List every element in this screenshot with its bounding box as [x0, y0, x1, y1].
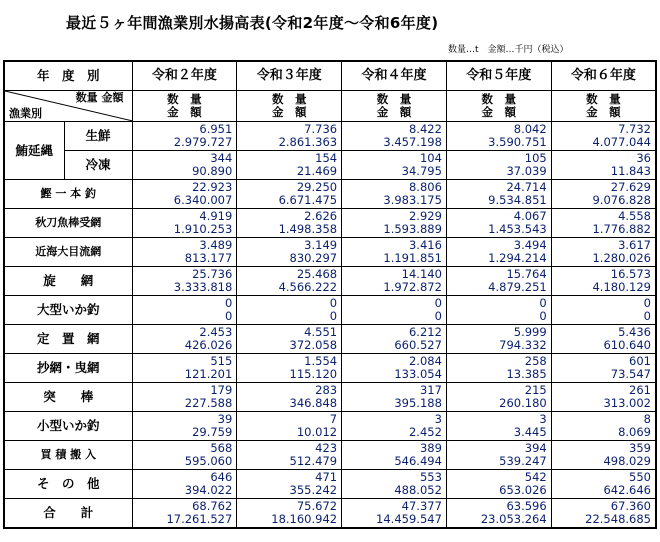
value-cell — [446, 325, 551, 354]
quantity-value: 24.714 — [506, 180, 547, 194]
amount-value: 539.247 — [499, 454, 547, 468]
quantity-value: 344 — [210, 151, 233, 165]
amount-value: 73.547 — [610, 367, 651, 381]
quantity-value: 423 — [315, 441, 338, 455]
year-header: 令和６年度 — [551, 61, 656, 91]
value-cell — [342, 354, 447, 383]
value-cell — [551, 325, 656, 354]
quantity-value: 25.736 — [192, 267, 233, 281]
tuna-group-label: 鮪延縄 — [4, 122, 64, 180]
quantity-value: 5.999 — [513, 325, 547, 339]
value-cell — [237, 122, 342, 151]
value-cell — [551, 238, 656, 267]
value-cell — [446, 412, 551, 441]
sub-header: 数 量 金 額 — [551, 91, 656, 122]
value-cell — [551, 151, 656, 180]
value-cell — [132, 325, 237, 354]
quantity-value: 258 — [524, 354, 547, 368]
row-label: 近海大目流網 — [4, 238, 132, 267]
amount-value: 355.242 — [289, 483, 338, 497]
table-row — [4, 180, 656, 209]
value-cell — [446, 122, 551, 151]
quantity-value: 3.617 — [618, 238, 651, 252]
value-cell — [551, 470, 656, 499]
value-cell — [132, 470, 237, 499]
amount-value: 488.052 — [394, 483, 442, 497]
amount-value: 395.188 — [394, 396, 442, 410]
quantity-value: 2.626 — [304, 209, 338, 223]
quantity-value: 68.762 — [192, 499, 233, 513]
value-cell — [132, 354, 237, 383]
amount-value: 29.759 — [192, 425, 233, 439]
amount-value: 6.671.475 — [278, 193, 338, 207]
quantity-value: 14.140 — [401, 267, 442, 281]
amount-value: 18.160.942 — [271, 512, 338, 526]
corner-bottom-label: 漁業別 — [9, 107, 42, 120]
amount-value: 34.795 — [401, 164, 442, 178]
value-cell — [237, 267, 342, 296]
quantity-value: 8.042 — [513, 122, 547, 136]
value-cell — [446, 151, 551, 180]
amount-value: 1.776.882 — [592, 222, 651, 236]
value-cell — [551, 122, 656, 151]
amount-value: 13.385 — [506, 367, 547, 381]
value-cell — [342, 180, 447, 209]
amount-value: 3.983.175 — [383, 193, 442, 207]
quantity-value: 8 — [643, 412, 651, 426]
corner-top-label: 数量 金額 — [75, 91, 124, 104]
table-row — [4, 325, 656, 354]
quantity-value: 542 — [524, 470, 547, 484]
quantity-value: 359 — [629, 441, 651, 455]
amount-value: 6.340.007 — [173, 193, 233, 207]
value-cell — [551, 354, 656, 383]
amount-value: 2.452 — [408, 425, 442, 439]
units-note: 数量…t 金額…千円（税込） — [448, 45, 569, 55]
quantity-value: 4.558 — [618, 209, 651, 223]
quantity-value: 646 — [210, 470, 233, 484]
amount-value: 14.459.547 — [376, 512, 442, 526]
value-cell — [446, 354, 551, 383]
quantity-value: 283 — [315, 383, 338, 397]
row-label: 小型いか釣 — [4, 412, 132, 441]
amount-value: 546.494 — [394, 454, 442, 468]
amount-value: 3.590.751 — [488, 135, 547, 149]
amount-value: 313.002 — [603, 396, 651, 410]
amount-value: 3.333.818 — [173, 280, 233, 294]
quantity-value: 6.951 — [199, 122, 233, 136]
quantity-value: 2.453 — [199, 325, 233, 339]
amount-value: 23.053.264 — [480, 512, 547, 526]
value-cell — [342, 383, 447, 412]
value-cell — [446, 383, 551, 412]
quantity-value: 4.551 — [304, 325, 338, 339]
table-row — [4, 470, 656, 499]
value-cell — [132, 499, 237, 529]
amount-value: 610.640 — [603, 338, 651, 352]
amount-value: 17.261.527 — [166, 512, 233, 526]
value-cell — [132, 151, 237, 180]
quantity-value: 261 — [629, 383, 651, 397]
catch-table — [3, 60, 657, 529]
quantity-value: 0 — [643, 296, 651, 310]
year-header: 令和４年度 — [342, 61, 447, 91]
amount-value: 3.445 — [513, 425, 547, 439]
value-cell — [237, 180, 342, 209]
quantity-value: 39 — [217, 412, 233, 426]
sub-header: 数 量 金 額 — [132, 91, 237, 122]
quantity-value: 471 — [315, 470, 338, 484]
quantity-value: 8.422 — [408, 122, 442, 136]
amount-value: 2.861.363 — [278, 135, 338, 149]
row-label: 大型いか釣 — [4, 296, 132, 325]
value-cell — [446, 209, 551, 238]
row-label: 抄網・曳網 — [4, 354, 132, 383]
quantity-value: 105 — [524, 151, 547, 165]
quantity-value: 4.067 — [513, 209, 547, 223]
quantity-value: 67.360 — [610, 499, 651, 513]
corner-cell — [4, 91, 132, 122]
quantity-value: 568 — [210, 441, 233, 455]
value-cell — [132, 238, 237, 267]
year-header: 令和５年度 — [446, 61, 551, 91]
sub-header: 数 量 金 額 — [342, 91, 447, 122]
quantity-value: 6.212 — [408, 325, 442, 339]
value-cell — [237, 470, 342, 499]
amount-value: 595.060 — [184, 454, 233, 468]
amount-value: 1.453.543 — [488, 222, 547, 236]
amount-value: 1.280.026 — [592, 251, 651, 265]
value-cell — [237, 499, 342, 529]
value-cell — [446, 296, 551, 325]
table-row — [4, 296, 656, 325]
amount-value: 1.910.253 — [173, 222, 233, 236]
value-cell — [551, 499, 656, 529]
quantity-value: 36 — [636, 151, 651, 165]
quantity-value: 16.573 — [610, 267, 651, 281]
header-row-sub — [4, 91, 656, 122]
amount-value: 830.297 — [289, 251, 338, 265]
quantity-value: 317 — [419, 383, 442, 397]
quantity-value: 179 — [210, 383, 233, 397]
value-cell — [551, 383, 656, 412]
value-cell — [551, 412, 656, 441]
quantity-value: 0 — [539, 296, 547, 310]
row-label: 合 計 — [4, 499, 132, 529]
quantity-value: 104 — [419, 151, 442, 165]
value-cell — [132, 412, 237, 441]
row-label: 生鮮 — [64, 122, 132, 151]
quantity-value: 389 — [419, 441, 442, 455]
quantity-value: 3.149 — [304, 238, 338, 252]
amount-value: 1.593.889 — [383, 222, 442, 236]
table-row — [4, 499, 656, 529]
amount-value: 22.548.685 — [585, 512, 651, 526]
amount-value: 512.479 — [289, 454, 338, 468]
value-cell — [342, 470, 447, 499]
value-cell — [342, 499, 447, 529]
quantity-value: 0 — [434, 296, 442, 310]
value-cell — [132, 122, 237, 151]
amount-value: 8.069 — [618, 425, 651, 439]
quantity-value: 25.468 — [296, 267, 338, 281]
value-cell — [237, 238, 342, 267]
amount-value: 0 — [643, 309, 651, 323]
value-cell — [342, 296, 447, 325]
quantity-value: 550 — [629, 470, 651, 484]
amount-value: 4.180.129 — [592, 280, 651, 294]
amount-value: 9.534.851 — [488, 193, 547, 207]
value-cell — [132, 267, 237, 296]
value-cell — [237, 209, 342, 238]
amount-value: 4.566.222 — [278, 280, 338, 294]
value-cell — [132, 383, 237, 412]
amount-value: 498.029 — [603, 454, 651, 468]
amount-value: 1.294.214 — [488, 251, 547, 265]
value-cell — [132, 441, 237, 470]
table-row — [4, 412, 656, 441]
value-cell — [551, 180, 656, 209]
row-label: 買 積 搬 入 — [4, 441, 132, 470]
value-cell — [342, 151, 447, 180]
sub-header: 数 量 金 額 — [446, 91, 551, 122]
value-cell — [446, 238, 551, 267]
quantity-value: 7.732 — [618, 122, 651, 136]
quantity-value: 515 — [210, 354, 233, 368]
value-cell — [446, 499, 551, 529]
quantity-value: 29.250 — [296, 180, 338, 194]
value-cell — [237, 151, 342, 180]
amount-value: 4.879.251 — [488, 280, 547, 294]
value-cell — [237, 296, 342, 325]
table-row — [4, 441, 656, 470]
table-row — [4, 238, 656, 267]
amount-value: 0 — [224, 309, 233, 323]
value-cell — [237, 354, 342, 383]
row-label: 突 棒 — [4, 383, 132, 412]
year-header: 令和３年度 — [237, 61, 342, 91]
quantity-value: 601 — [629, 354, 651, 368]
quantity-value: 0 — [224, 296, 233, 310]
quantity-value: 3.416 — [408, 238, 442, 252]
amount-value: 794.332 — [499, 338, 547, 352]
row-label: 秋刀魚棒受網 — [4, 209, 132, 238]
quantity-value: 553 — [419, 470, 442, 484]
value-cell — [551, 441, 656, 470]
value-cell — [132, 296, 237, 325]
value-cell — [237, 412, 342, 441]
amount-value: 0 — [434, 309, 442, 323]
quantity-value: 3 — [539, 412, 547, 426]
amount-value: 813.177 — [184, 251, 233, 265]
header-row-years — [4, 61, 656, 91]
amount-value: 3.457.198 — [383, 135, 442, 149]
value-cell — [342, 238, 447, 267]
amount-value: 0 — [539, 309, 547, 323]
quantity-value: 75.672 — [296, 499, 338, 513]
quantity-value: 8.806 — [408, 180, 442, 194]
row-label: 冷凍 — [64, 151, 132, 180]
amount-value: 4.077.044 — [592, 135, 651, 149]
row-label: 定 置 網 — [4, 325, 132, 354]
amount-value: 10.012 — [296, 425, 338, 439]
amount-value: 37.039 — [506, 164, 547, 178]
quantity-value: 3 — [434, 412, 442, 426]
value-cell — [342, 325, 447, 354]
amount-value: 1.191.851 — [383, 251, 442, 265]
page-title: 最近５ヶ年間漁業別水揚高表(令和2年度～令和6年度) — [66, 14, 439, 32]
quantity-value: 154 — [315, 151, 338, 165]
value-cell — [551, 296, 656, 325]
value-cell — [342, 267, 447, 296]
table-row — [4, 383, 656, 412]
quantity-value: 7 — [329, 412, 338, 426]
quantity-value: 3.489 — [199, 238, 233, 252]
amount-value: 0 — [329, 309, 338, 323]
quantity-value: 7.736 — [304, 122, 338, 136]
table-row — [4, 151, 656, 180]
amount-value: 21.469 — [296, 164, 338, 178]
table-row — [4, 122, 656, 151]
quantity-value: 5.436 — [618, 325, 651, 339]
row-label: そ の 他 — [4, 470, 132, 499]
amount-value: 1.498.358 — [278, 222, 338, 236]
quantity-value: 63.596 — [506, 499, 547, 513]
value-cell — [132, 209, 237, 238]
amount-value: 133.054 — [394, 367, 442, 381]
value-cell — [446, 470, 551, 499]
value-cell — [237, 383, 342, 412]
row-label: 鰹 一 本 釣 — [4, 180, 132, 209]
amount-value: 9.076.828 — [592, 193, 651, 207]
table-row — [4, 354, 656, 383]
amount-value: 653.026 — [499, 483, 547, 497]
amount-value: 1.972.872 — [383, 280, 442, 294]
quantity-value: 2.084 — [408, 354, 442, 368]
sub-header: 数 量 金 額 — [237, 91, 342, 122]
value-cell — [342, 122, 447, 151]
value-cell — [237, 325, 342, 354]
value-cell — [237, 441, 342, 470]
quantity-value: 3.494 — [513, 238, 547, 252]
amount-value: 227.588 — [184, 396, 233, 410]
value-cell — [342, 441, 447, 470]
year-header: 令和２年度 — [132, 61, 237, 91]
amount-value: 2.979.727 — [173, 135, 233, 149]
value-cell — [446, 267, 551, 296]
amount-value: 11.843 — [610, 164, 651, 178]
amount-value: 642.646 — [603, 483, 651, 497]
quantity-value: 4.919 — [199, 209, 233, 223]
amount-value: 90.890 — [192, 164, 233, 178]
amount-value: 660.527 — [394, 338, 442, 352]
value-cell — [446, 441, 551, 470]
amount-value: 346.848 — [289, 396, 338, 410]
value-cell — [551, 209, 656, 238]
year-header-label: 年 度 別 — [4, 61, 132, 91]
quantity-value: 2.929 — [408, 209, 442, 223]
amount-value: 115.120 — [289, 367, 338, 381]
quantity-value: 215 — [524, 383, 547, 397]
amount-value: 426.026 — [184, 338, 233, 352]
quantity-value: 27.629 — [610, 180, 651, 194]
quantity-value: 47.377 — [401, 499, 442, 513]
quantity-value: 1.554 — [304, 354, 338, 368]
quantity-value: 0 — [329, 296, 338, 310]
row-label: 旋 網 — [4, 267, 132, 296]
quantity-value: 394 — [524, 441, 547, 455]
amount-value: 260.180 — [499, 396, 547, 410]
amount-value: 394.022 — [184, 483, 233, 497]
value-cell — [551, 267, 656, 296]
table-row — [4, 267, 656, 296]
quantity-value: 15.764 — [506, 267, 547, 281]
value-cell — [342, 412, 447, 441]
value-cell — [446, 180, 551, 209]
table-row — [4, 209, 656, 238]
quantity-value: 22.923 — [192, 180, 233, 194]
amount-value: 121.201 — [184, 367, 233, 381]
value-cell — [342, 209, 447, 238]
value-cell — [132, 180, 237, 209]
amount-value: 372.058 — [289, 338, 338, 352]
